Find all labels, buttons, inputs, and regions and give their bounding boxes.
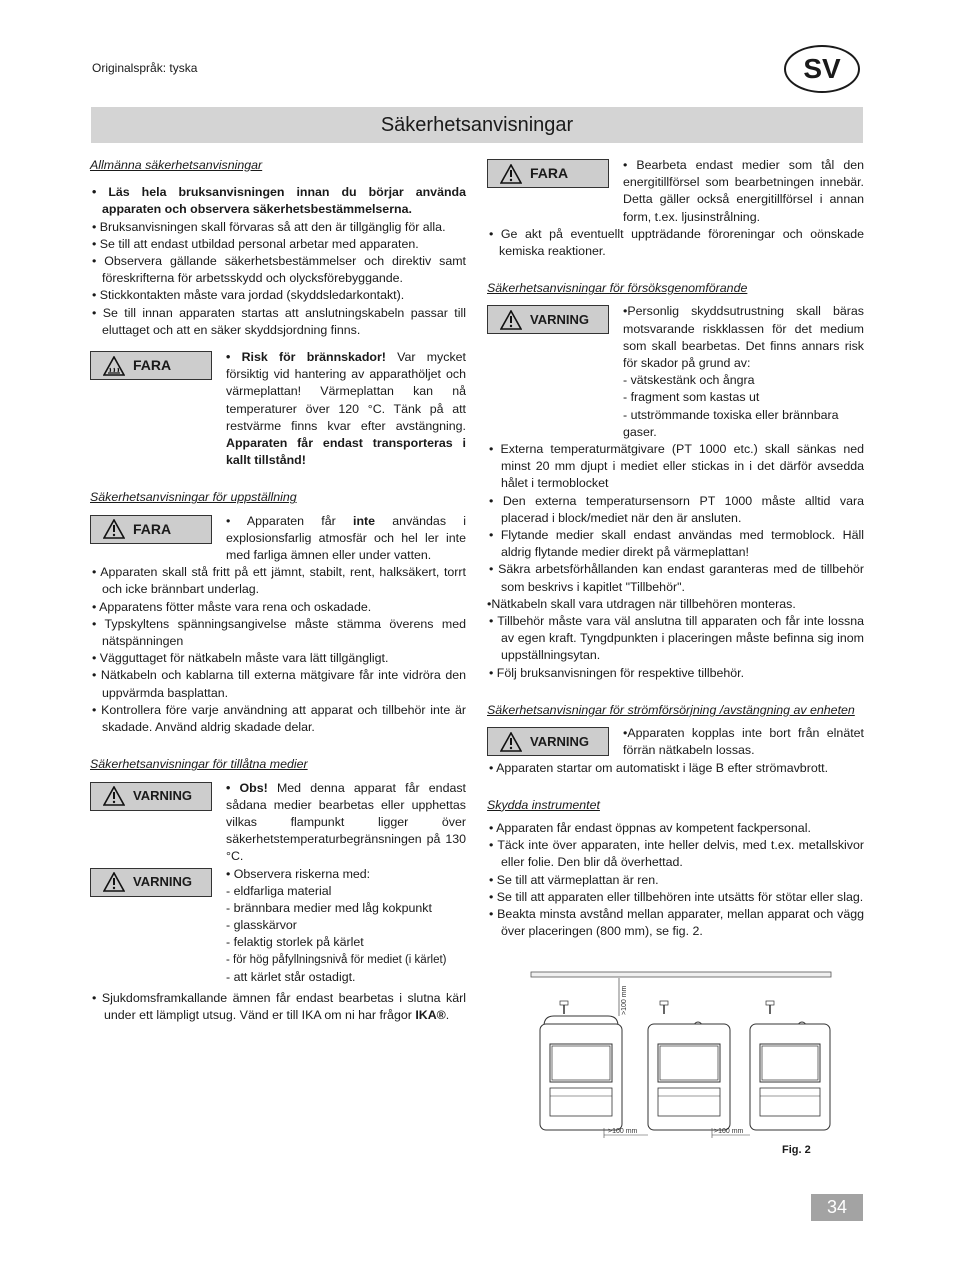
ppe-line: - utströmmande toxiska eller brännbara gaser. bbox=[623, 407, 839, 439]
read-manual-notice: • Läs hela bruksanvisningen innan du börjar använda apparaten och observera säkerhetsbestämmelserna. bbox=[92, 185, 466, 217]
list-item: • Stickkontakten måste vara jordad (skyddsledarkontakt). bbox=[92, 288, 405, 303]
device-2 bbox=[648, 1001, 730, 1130]
page-title: Säkerhetsanvisningar bbox=[91, 107, 863, 143]
section-heading-general: Allmänna säkerhetsanvisningar bbox=[90, 158, 263, 172]
energy-text: • Bearbeta endast medier som tål den energitillförsel som bearbetningen innebär. Detta gäller också energitillförsel i annan form, t.ex. ljusinstrålning. bbox=[623, 158, 864, 224]
wall bbox=[531, 972, 831, 977]
list-item: • Beakta minsta avstånd mellan apparater, mellan apparat och vägg över placeringen (800 mm), se fig. 2. bbox=[489, 906, 864, 939]
spacing-diagram bbox=[528, 968, 834, 1140]
page-number: 34 bbox=[811, 1194, 863, 1221]
list-item: • Säkra arbetsförhållanden kan endast garanteras med de tillbehör som beskrivs i kapitlet "Tillbehör". bbox=[489, 562, 864, 594]
dim-right-label: >100 mm bbox=[714, 1128, 744, 1135]
burn-risk-lead: • Risk för brännskador! bbox=[226, 350, 386, 365]
warning-block-ppe bbox=[487, 303, 864, 441]
explosion-text-bold: inte bbox=[353, 513, 376, 528]
warning-label: VARNING bbox=[530, 733, 589, 749]
original-language-note: Originalspråk: tyska bbox=[92, 61, 198, 75]
list-item: • Apparatens fötter måste vara rena och oskadade. bbox=[92, 599, 372, 614]
warning-triangle-icon bbox=[500, 310, 522, 330]
danger-label: FARA bbox=[133, 520, 172, 537]
list-item: • Se till att värmeplattan är ren. bbox=[489, 872, 659, 887]
risk-line: - eldfarliga material bbox=[226, 883, 332, 898]
list-item: • Observera gällande säkerhetsbestämmelser och direktiv samt föreskrifterna för arbetsskydd och olycksförebyggande. bbox=[92, 254, 466, 286]
list-item: • Apparaten skall stå fritt på ett jämnt, stabilt, rent, halksäkert, torrt och icke brännbart underlag. bbox=[92, 565, 466, 597]
risk-line: - att kärlet står ostadigt. bbox=[226, 969, 356, 984]
burn-risk-text: Var mycket försiktig vid hantering av apparathöljet och värmeplattan! Värmeplattan kan nå temperaturer över 120 °C. Tänk på att restvärme finns kvar efter avstängning. bbox=[226, 350, 466, 433]
danger-block-explosion bbox=[90, 513, 466, 565]
warning-triangle-icon bbox=[500, 732, 522, 752]
language-badge: SV bbox=[784, 45, 860, 93]
warning-block-power bbox=[487, 725, 864, 759]
transport-cold-notice: Apparaten får endast transporteras i kallt tillstånd! bbox=[226, 436, 466, 468]
list-item: • Se till innan apparaten startas att anslutningskabeln passar till eluttaget och att en säker skyddsjordning finns. bbox=[92, 305, 466, 337]
dim-top-label: >100 mm bbox=[621, 985, 628, 1015]
list-item: • Typskyltens spänningsangivelse måste stämma överens med nätspänningen bbox=[92, 616, 466, 649]
section-heading-protect: Skydda instrumentet bbox=[487, 797, 600, 812]
list-item: • Se till att endast utbildad personal arbetar med apparaten. bbox=[92, 236, 419, 251]
explosion-text-post: användas i explosionsfarlig atmosfär och hel ler inte med farliga ämnen eller under vatten. bbox=[226, 513, 467, 563]
warning-label-box bbox=[90, 868, 212, 897]
list-item: • Apparaten startar om automatiskt i läge B efter strömavbrott. bbox=[489, 760, 829, 775]
list-item: • Den externa temperatursensorn PT 1000 måste alltid vara placerad i block/mediet när den är ansluten. bbox=[489, 493, 864, 525]
danger-label: FARA bbox=[530, 164, 569, 181]
danger-label-box bbox=[90, 351, 212, 380]
list-item: • Ge akt på eventuellt uppträdande föroreningar och oönskade kemiska reaktioner. bbox=[489, 226, 864, 259]
section-heading-media: Säkerhetsanvisningar för tillåtna medier bbox=[90, 757, 308, 772]
section-heading-power: Säkerhetsanvisningar för strömförsörjning /avstängning av enheten bbox=[487, 702, 855, 717]
figure-caption: Fig. 2 bbox=[782, 1144, 811, 1156]
ppe-line: - vätskestänk och ångra bbox=[623, 373, 755, 388]
danger-label-box bbox=[90, 515, 212, 544]
warning-block-flashpoint bbox=[90, 780, 466, 866]
list-item: • Bruksanvisningen skall förvaras så att den är tillgänglig för alla. bbox=[92, 219, 446, 234]
danger-label: FARA bbox=[133, 356, 172, 373]
list-item: • Tillbehör måste vara väl anslutna till apparaten och får inte lossna av egen kraft. Tyngdpunkten i placeringen måste befinna sig inom uppställningsytan. bbox=[489, 614, 864, 663]
obs-lead: • Obs! bbox=[226, 780, 268, 795]
list-item: •Nätkabeln skall vara utdragen när tillbehören monteras. bbox=[487, 596, 796, 611]
flashpoint-text: Med denna apparat får endast sådana medier bearbetas eller upphettas vilkas flampunkt ligger över säkerhetstemperaturbegränsningen på 130 °C. bbox=[226, 780, 466, 864]
danger-block-energy bbox=[487, 157, 864, 226]
hot-surface-warning-icon bbox=[103, 356, 125, 376]
ppe-line: - fragment som kastas ut bbox=[623, 390, 760, 405]
list-item: • Vägguttaget för nätkabeln måste vara lätt tillgängligt. bbox=[92, 651, 389, 666]
danger-label-box bbox=[487, 159, 609, 188]
list-item-pathogens: • Sjukdomsframkallande ämnen får endast bearbetas i slutna kärl under ett lämpligt utsug. Vänd er till IKA om ni har frågor IKA®. bbox=[92, 990, 466, 1023]
section-heading-setup: Säkerhetsanvisningar för uppställning bbox=[90, 490, 297, 505]
list-item: • Flytande medier skall endast användas med termoblock. Häll aldrig flytande medier direkt på värmeplattan! bbox=[489, 528, 864, 560]
list-item: • Apparaten får endast öppnas av kompetent fackpersonal. bbox=[489, 820, 811, 835]
warning-block-risks bbox=[90, 866, 466, 986]
list-item: • Nätkabeln och kablarna till externa mätgivare får inte vidröra den uppvärmda basplattan. bbox=[92, 668, 466, 700]
warning-label-box bbox=[487, 727, 609, 756]
device-3 bbox=[750, 1001, 830, 1130]
list-item: • Kontrollera före varje användning att apparat och tillbehör inte är skadade. Använd aldrig skadade delar. bbox=[92, 702, 466, 735]
list-item: • Externa temperaturmätgivare (PT 1000 etc.) skall sänkas ned minst 20 mm djupt i mediet eller stickas in i det därför avsedda hålet i termoblocket bbox=[489, 442, 864, 491]
warning-label-box bbox=[487, 305, 609, 334]
ika-brand: IKA® bbox=[415, 1008, 446, 1023]
warning-triangle-icon bbox=[103, 519, 125, 539]
warning-label: VARNING bbox=[133, 874, 192, 890]
risk-line: - glasskärvor bbox=[226, 918, 297, 933]
dim-left-label: >100 mm bbox=[608, 1128, 638, 1135]
danger-block-burn bbox=[90, 349, 466, 469]
ppe-text: •Personlig skyddsutrustning skall bäras motsvarande riskklassen för det medium som skall bearbetas. Det finns annars risk för skador på grund av: bbox=[623, 304, 864, 371]
risk-line: - för hög påfyllningsnivå för mediet (i kärlet) bbox=[226, 953, 447, 966]
warning-label: VARNING bbox=[133, 788, 192, 804]
power-text: •Apparaten kopplas inte bort från elnätet förrän nätkabeln lossas. bbox=[623, 726, 864, 758]
warning-label-box bbox=[90, 782, 212, 811]
risk-line: - felaktig storlek på kärlet bbox=[226, 935, 364, 950]
device-1 bbox=[540, 1001, 622, 1130]
warning-triangle-icon bbox=[500, 164, 522, 184]
warning-triangle-icon bbox=[103, 786, 125, 806]
left-column bbox=[90, 157, 466, 1024]
section-heading-experiment: Säkerhetsanvisningar för försöksgenomförande bbox=[487, 281, 748, 296]
risk-line: - brännbara medier med låg kokpunkt bbox=[226, 900, 432, 915]
explosion-text-pre: • Apparaten får bbox=[226, 513, 354, 528]
warning-label: VARNING bbox=[530, 312, 589, 328]
list-item: • Täck inte över apparaten, inte heller delvis, med t.ex. metallskivor eller folie. Den blir då överhettad. bbox=[489, 838, 864, 870]
list-item: • Följ bruksanvisningen för respektive tillbehör. bbox=[489, 665, 745, 680]
list-item: • Se till att apparaten eller tillbehören inte utsätts för stötar eller slag. bbox=[489, 889, 864, 904]
right-column bbox=[487, 157, 864, 940]
warning-triangle-icon bbox=[103, 872, 125, 892]
risk-line: • Observera riskerna med: bbox=[226, 866, 371, 881]
